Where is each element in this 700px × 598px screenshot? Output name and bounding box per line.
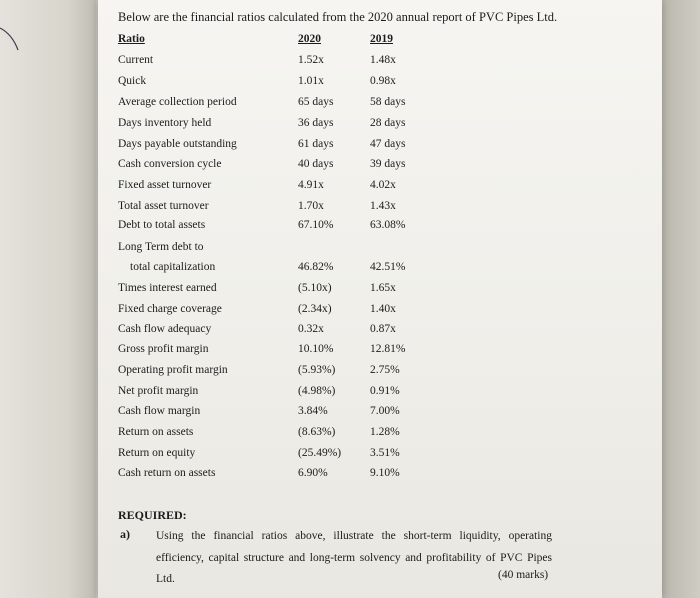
- ratio-label: Current: [118, 54, 154, 66]
- table-row: [118, 447, 638, 467]
- ratio-label: Days payable outstanding: [118, 138, 237, 150]
- value-2019: 1.43x: [370, 200, 396, 212]
- document-page: [98, 0, 662, 598]
- table-header-row: [118, 33, 638, 53]
- table-row: [118, 138, 638, 158]
- ratio-label: Average collection period: [118, 96, 237, 108]
- value-2019: 39 days: [370, 158, 406, 170]
- header-2019: 2019: [370, 33, 393, 45]
- value-2020: (25.49%): [298, 447, 342, 459]
- desk-background-right: [660, 0, 700, 598]
- value-2020: (4.98%): [298, 385, 336, 397]
- ratio-label: Debt to total assets: [118, 219, 206, 231]
- value-2019: 0.98x: [370, 75, 396, 87]
- ratio-label: Cash flow adequacy: [118, 323, 212, 335]
- value-2019: 1.48x: [370, 54, 396, 66]
- question-marks: (40 marks): [498, 569, 549, 581]
- value-2019: 3.51%: [370, 447, 400, 459]
- value-2019: 42.51%: [370, 261, 406, 273]
- value-2020: 40 days: [298, 158, 334, 170]
- ratio-label: Net profit margin: [118, 385, 199, 397]
- table-row: [118, 75, 638, 95]
- value-2019: 9.10%: [370, 467, 400, 479]
- pen-stroke-icon: [0, 20, 30, 60]
- table-row: [118, 241, 638, 261]
- value-2020: 1.52x: [298, 54, 324, 66]
- ratio-label: Fixed charge coverage: [118, 303, 222, 315]
- table-row: [118, 364, 638, 384]
- table-row: [118, 96, 638, 116]
- ratio-label: Total asset turnover: [118, 200, 209, 212]
- table-row: [118, 179, 638, 199]
- value-2020: 1.70x: [298, 200, 324, 212]
- value-2019: 28 days: [370, 117, 406, 129]
- ratio-label: Quick: [118, 75, 147, 87]
- table-row: [118, 219, 638, 239]
- value-2020: 65 days: [298, 96, 334, 108]
- ratio-label: Return on equity: [118, 447, 196, 459]
- value-2019: 58 days: [370, 96, 406, 108]
- question-text: Using the financial ratios above, illustrate the short-term liquidity, operating efficiency, capital structure and long-term solvency and profitability of PVC Pipes Ltd.: [156, 530, 552, 585]
- value-2019: 7.00%: [370, 405, 400, 417]
- table-row: [118, 405, 638, 425]
- ratio-label: Cash conversion cycle: [118, 158, 222, 170]
- value-2020: 4.91x: [298, 179, 324, 191]
- table-row: [118, 158, 638, 178]
- table-row: [118, 200, 638, 220]
- value-2019: 4.02x: [370, 179, 396, 191]
- value-2019: 0.91%: [370, 385, 400, 397]
- value-2019: 63.08%: [370, 219, 406, 231]
- value-2020: 36 days: [298, 117, 334, 129]
- value-2019: 1.28%: [370, 426, 400, 438]
- value-2020: (5.10x): [298, 282, 332, 294]
- value-2020: 10.10%: [298, 343, 334, 355]
- value-2020: 46.82%: [298, 261, 334, 273]
- header-ratio: Ratio: [118, 33, 145, 45]
- value-2020: 61 days: [298, 138, 334, 150]
- header-2020: 2020: [298, 33, 321, 45]
- table-row: [118, 261, 638, 281]
- ratio-label: Cash flow margin: [118, 405, 201, 417]
- value-2020: 3.84%: [298, 405, 328, 417]
- question-letter: a): [120, 527, 130, 541]
- table-row: [118, 467, 638, 487]
- value-2019: 1.40x: [370, 303, 396, 315]
- intro-text: Below are the financial ratios calculated from the 2020 annual report of PVC Pipes Ltd.: [118, 10, 558, 24]
- ratio-label: Gross profit margin: [118, 343, 209, 355]
- ratio-label: total capitalization: [130, 261, 216, 273]
- table-row: [118, 282, 638, 302]
- ratio-label: Fixed asset turnover: [118, 179, 212, 191]
- value-2019: 2.75%: [370, 364, 400, 376]
- value-2019: 47 days: [370, 138, 406, 150]
- ratio-label: Long Term debt to: [118, 241, 204, 253]
- value-2019: 12.81%: [370, 343, 406, 355]
- table-row: [118, 426, 638, 446]
- value-2020: 6.90%: [298, 467, 328, 479]
- value-2020: 67.10%: [298, 219, 334, 231]
- desk-background-left: [0, 0, 96, 598]
- table-row: [118, 385, 638, 405]
- table-row: [118, 54, 638, 74]
- table-row: [118, 117, 638, 137]
- table-row: [118, 343, 638, 363]
- value-2020: (5.93%): [298, 364, 336, 376]
- value-2020: 0.32x: [298, 323, 324, 335]
- value-2020: (2.34x): [298, 303, 332, 315]
- value-2020: (8.63%): [298, 426, 336, 438]
- ratio-label: Return on assets: [118, 426, 194, 438]
- table-row: [118, 303, 638, 323]
- value-2019: 0.87x: [370, 323, 396, 335]
- value-2019: 1.65x: [370, 282, 396, 294]
- required-heading: REQUIRED:: [118, 508, 187, 522]
- ratio-label: Days inventory held: [118, 117, 212, 129]
- value-2020: 1.01x: [298, 75, 324, 87]
- ratio-label: Operating profit margin: [118, 364, 228, 376]
- ratio-label: Times interest earned: [118, 282, 217, 294]
- table-row: [118, 323, 638, 343]
- ratio-label: Cash return on assets: [118, 467, 216, 479]
